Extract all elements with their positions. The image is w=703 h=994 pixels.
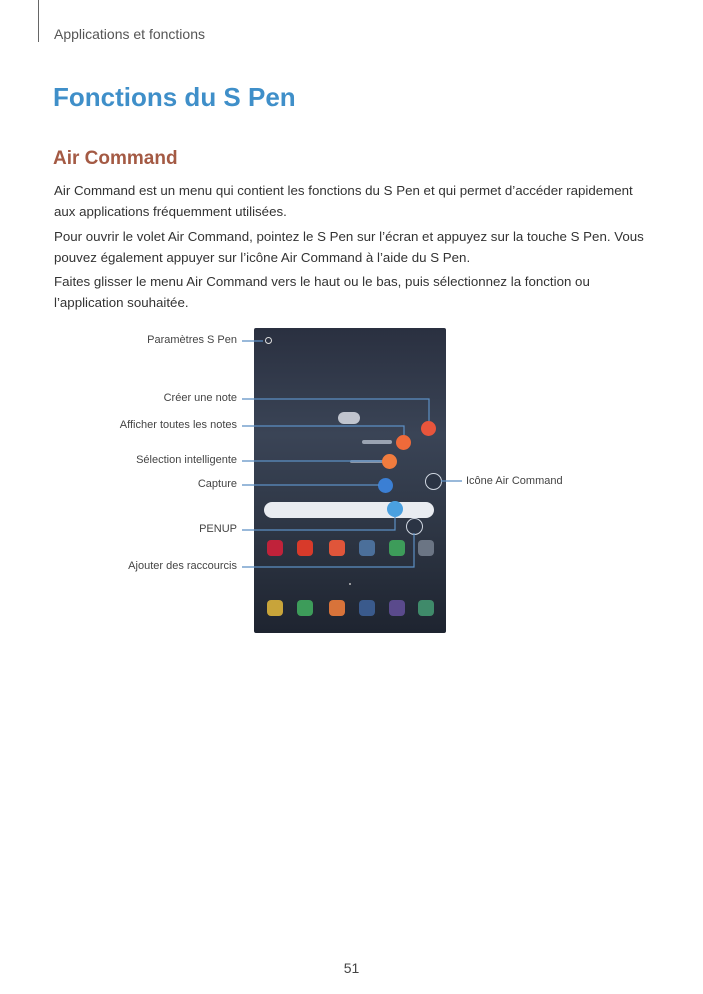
- callout-view-all-notes: Afficher toutes les notes: [119, 419, 237, 431]
- paragraph-select-function: Faites glisser le menu Air Command vers le haut ou le bas, puis sélectionnez la fonction ou l’application souhaitée.: [54, 274, 590, 310]
- leader-line-add-shortcuts: [242, 533, 414, 567]
- leader-line-view-notes: [242, 426, 404, 435]
- callout-penup: PENUP: [199, 523, 237, 535]
- page-title: Fonctions du S Pen: [53, 82, 296, 112]
- callout-create-note: Créer une note: [163, 392, 237, 404]
- paragraph-intro: Air Command est un menu qui contient les fonctions du S Pen et qui permet d’accéder rapidement aux applications fréquemment utilisées.: [54, 183, 633, 219]
- leader-line-penup: [242, 517, 395, 530]
- leader-line-create-note: [242, 399, 429, 421]
- callout-spen-settings: Paramètres S Pen: [147, 334, 237, 346]
- section-title: Air Command: [53, 148, 178, 169]
- callout-capture: Capture: [197, 478, 237, 490]
- callout-add-shortcuts: Ajouter des raccourcis: [128, 560, 237, 572]
- paragraph-open-panel: Pour ouvrir le volet Air Command, pointez le S Pen sur l’écran et appuyez sur la touche S Pen. Vous pouvez également appuyer sur l’icône Air Command à l’aide du S Pen.: [54, 229, 644, 265]
- page-number: 51: [343, 960, 360, 976]
- callout-air-command-icon: Icône Air Command: [466, 475, 563, 487]
- callout-smart-select: Sélection intelligente: [136, 454, 237, 466]
- breadcrumb: Applications et fonctions: [54, 26, 205, 42]
